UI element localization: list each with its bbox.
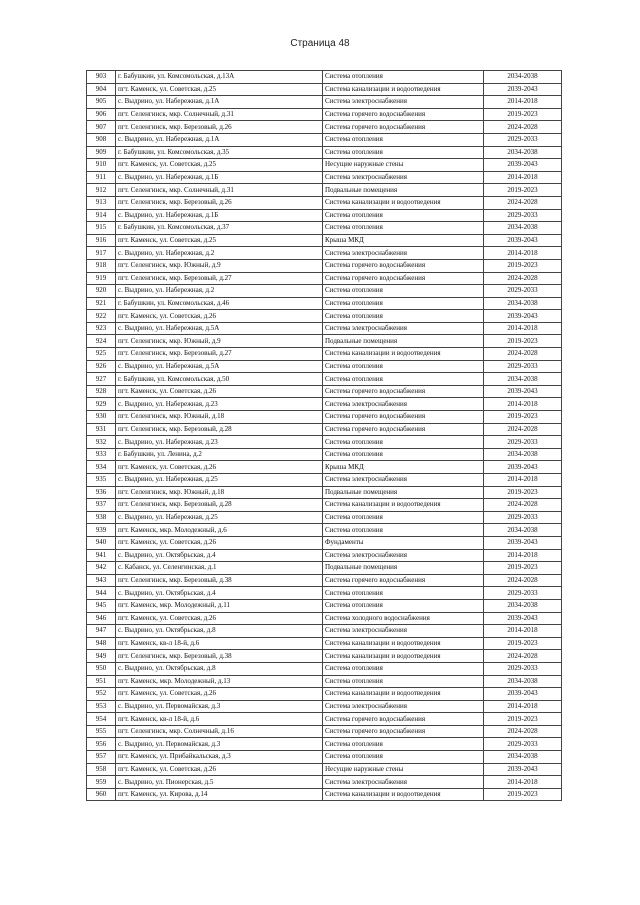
system-cell: Система горячего водоснабжения (323, 574, 484, 587)
row-number-cell: 959 (87, 776, 116, 789)
row-number-cell: 923 (87, 322, 116, 335)
period-cell: 2034-2038 (484, 599, 562, 612)
period-cell: 2029-2033 (484, 360, 562, 373)
address-cell: с. Выдрино, ул. Набережная, д.5А (116, 360, 323, 373)
address-cell: г. Бабушкин, ул. Комсомольская, д.50 (116, 373, 323, 386)
system-cell: Система канализации и водоотведения (323, 650, 484, 663)
table-row (87, 108, 562, 121)
system-cell: Система горячего водоснабжения (323, 713, 484, 726)
row-number-cell: 939 (87, 524, 116, 537)
system-cell: Система канализации и водоотведения (323, 499, 484, 512)
table-row (87, 562, 562, 575)
system-cell: Система электроснабжения (323, 171, 484, 184)
address-cell: г. Бабушкин, ул. Комсомольская, д.37 (116, 222, 323, 235)
table-row (87, 398, 562, 411)
system-cell: Крыша МКД (323, 461, 484, 474)
row-number-cell: 905 (87, 96, 116, 109)
system-cell: Система горячего водоснабжения (323, 121, 484, 134)
table-row (87, 675, 562, 688)
table-row (87, 209, 562, 222)
period-cell: 2019-2023 (484, 259, 562, 272)
system-cell: Система электроснабжения (323, 625, 484, 638)
address-cell: пгт. Селенгинск, мкр. Южный, д.18 (116, 411, 323, 424)
table-row (87, 121, 562, 134)
row-number-cell: 926 (87, 360, 116, 373)
table-row (87, 486, 562, 499)
address-cell: пгт. Каменск, ул. Советская, д.26 (116, 385, 323, 398)
table-row (87, 373, 562, 386)
registry-table-body (87, 71, 562, 801)
period-cell: 2034-2038 (484, 448, 562, 461)
period-cell: 2024-2028 (484, 196, 562, 209)
row-number-cell: 931 (87, 423, 116, 436)
table-row (87, 423, 562, 436)
table-row (87, 776, 562, 789)
row-number-cell: 903 (87, 71, 116, 84)
period-cell: 2024-2028 (484, 121, 562, 134)
period-cell: 2024-2028 (484, 348, 562, 361)
system-cell: Система отопления (323, 71, 484, 84)
system-cell: Система отопления (323, 599, 484, 612)
table-row (87, 411, 562, 424)
registry-table (86, 70, 562, 801)
address-cell: г. Бабушкин, ул. Ленина, д.2 (116, 448, 323, 461)
system-cell: Несущие наружные стены (323, 763, 484, 776)
period-cell: 2034-2038 (484, 146, 562, 159)
address-cell: пгт. Каменск, кв-л 18-й, д.6 (116, 637, 323, 650)
system-cell: Система горячего водоснабжения (323, 108, 484, 121)
address-cell: пгт. Каменск, мкр. Молодежный, д.13 (116, 675, 323, 688)
period-cell: 2034-2038 (484, 71, 562, 84)
system-cell: Система канализации и водоотведения (323, 637, 484, 650)
table-row (87, 96, 562, 109)
table-row (87, 700, 562, 713)
row-number-cell: 956 (87, 738, 116, 751)
system-cell: Подвальные помещения (323, 335, 484, 348)
period-cell: 2029-2033 (484, 436, 562, 449)
address-cell: с. Выдрино, ул. Набережная, д.25 (116, 511, 323, 524)
period-cell: 2014-2018 (484, 398, 562, 411)
table-row (87, 524, 562, 537)
address-cell: с. Выдрино, ул. Набережная, д.23 (116, 436, 323, 449)
address-cell: пгт. Селенгинск, мкр. Южный, д.9 (116, 335, 323, 348)
address-cell: с. Выдрино, ул. Первомайская, д.3 (116, 700, 323, 713)
address-cell: с. Выдрино, ул. Набережная, д.1Б (116, 171, 323, 184)
address-cell: с. Выдрино, ул. Пионерская, д.5 (116, 776, 323, 789)
period-cell: 2039-2043 (484, 159, 562, 172)
system-cell: Система отопления (323, 133, 484, 146)
period-cell: 2014-2018 (484, 776, 562, 789)
table-row (87, 259, 562, 272)
row-number-cell: 935 (87, 474, 116, 487)
row-number-cell: 914 (87, 209, 116, 222)
row-number-cell: 948 (87, 637, 116, 650)
row-number-cell: 954 (87, 713, 116, 726)
table-row (87, 688, 562, 701)
address-cell: пгт. Каменск, ул. Советская, д.26 (116, 688, 323, 701)
system-cell: Система электроснабжения (323, 96, 484, 109)
row-number-cell: 915 (87, 222, 116, 235)
row-number-cell: 946 (87, 612, 116, 625)
period-cell: 2034-2038 (484, 373, 562, 386)
system-cell: Система канализации и водоотведения (323, 348, 484, 361)
address-cell: пгт. Селенгинск, мкр. Березовый, д.28 (116, 423, 323, 436)
period-cell: 2034-2038 (484, 524, 562, 537)
table-row (87, 536, 562, 549)
address-cell: пгт. Селенгинск, мкр. Солнечный, д.31 (116, 108, 323, 121)
row-number-cell: 955 (87, 725, 116, 738)
period-cell: 2014-2018 (484, 549, 562, 562)
address-cell: пгт. Селенгинск, мкр. Березовый, д.27 (116, 272, 323, 285)
period-cell: 2024-2028 (484, 650, 562, 663)
row-number-cell: 927 (87, 373, 116, 386)
system-cell: Система горячего водоснабжения (323, 423, 484, 436)
table-row (87, 751, 562, 764)
period-cell: 2019-2023 (484, 562, 562, 575)
row-number-cell: 940 (87, 536, 116, 549)
period-cell: 2019-2023 (484, 108, 562, 121)
address-cell: пгт. Каменск, ул. Советская, д.26 (116, 612, 323, 625)
system-cell: Система горячего водоснабжения (323, 259, 484, 272)
period-cell: 2014-2018 (484, 247, 562, 260)
row-number-cell: 918 (87, 259, 116, 272)
address-cell: пгт. Каменск, кв-л 18-й, д.6 (116, 713, 323, 726)
system-cell: Система отопления (323, 738, 484, 751)
table-row (87, 196, 562, 209)
address-cell: пгт. Каменск, мкр. Молодежный, д.6 (116, 524, 323, 537)
address-cell: с. Выдрино, ул. Набережная, д.2 (116, 285, 323, 298)
period-cell: 2029-2033 (484, 209, 562, 222)
address-cell: с. Выдрино, ул. Октябрьская, д.4 (116, 587, 323, 600)
table-row (87, 222, 562, 235)
address-cell: с. Выдрино, ул. Первомайская, д.3 (116, 738, 323, 751)
row-number-cell: 943 (87, 574, 116, 587)
period-cell: 2039-2043 (484, 83, 562, 96)
row-number-cell: 917 (87, 247, 116, 260)
table-row (87, 474, 562, 487)
address-cell: пгт. Каменск, ул. Советская, д.25 (116, 159, 323, 172)
table-row (87, 662, 562, 675)
address-cell: г. Бабушкин, ул. Комсомольская, д.13А (116, 71, 323, 84)
period-cell: 2024-2028 (484, 725, 562, 738)
table-row (87, 133, 562, 146)
period-cell: 2034-2038 (484, 222, 562, 235)
table-row (87, 436, 562, 449)
system-cell: Система электроснабжения (323, 398, 484, 411)
period-cell: 2024-2028 (484, 423, 562, 436)
period-cell: 2029-2033 (484, 285, 562, 298)
address-cell: с. Кабанск, ул. Селенгинская, д.1 (116, 562, 323, 575)
table-row (87, 297, 562, 310)
system-cell: Система канализации и водоотведения (323, 788, 484, 801)
period-cell: 2019-2023 (484, 788, 562, 801)
row-number-cell: 953 (87, 700, 116, 713)
row-number-cell: 945 (87, 599, 116, 612)
table-row (87, 348, 562, 361)
system-cell: Система отопления (323, 675, 484, 688)
table-row (87, 360, 562, 373)
system-cell: Система отопления (323, 587, 484, 600)
period-cell: 2029-2033 (484, 133, 562, 146)
address-cell: пгт. Каменск, ул. Советская, д.26 (116, 461, 323, 474)
row-number-cell: 932 (87, 436, 116, 449)
table-row (87, 587, 562, 600)
row-number-cell: 913 (87, 196, 116, 209)
system-cell: Система холодного водоснабжения (323, 612, 484, 625)
address-cell: с. Выдрино, ул. Набережная, д.2 (116, 247, 323, 260)
address-cell: пгт. Селенгинск, мкр. Березовый, д.26 (116, 121, 323, 134)
address-cell: пгт. Каменск, ул. Советская, д.26 (116, 536, 323, 549)
address-cell: пгт. Каменск, ул. Прибайкальская, д.3 (116, 751, 323, 764)
row-number-cell: 938 (87, 511, 116, 524)
period-cell: 2029-2033 (484, 738, 562, 751)
period-cell: 2039-2043 (484, 763, 562, 776)
period-cell: 2039-2043 (484, 688, 562, 701)
system-cell: Система электроснабжения (323, 776, 484, 789)
table-row (87, 234, 562, 247)
period-cell: 2034-2038 (484, 751, 562, 764)
system-cell: Подвальные помещения (323, 184, 484, 197)
system-cell: Система горячего водоснабжения (323, 385, 484, 398)
row-number-cell: 906 (87, 108, 116, 121)
row-number-cell: 916 (87, 234, 116, 247)
address-cell: с. Выдрино, ул. Октябрьская, д.8 (116, 662, 323, 675)
system-cell: Система горячего водоснабжения (323, 411, 484, 424)
period-cell: 2019-2023 (484, 637, 562, 650)
system-cell: Система электроснабжения (323, 322, 484, 335)
system-cell: Система канализации и водоотведения (323, 196, 484, 209)
address-cell: пгт. Каменск, ул. Советская, д.26 (116, 310, 323, 323)
system-cell: Система отопления (323, 297, 484, 310)
table-row (87, 335, 562, 348)
system-cell: Система отопления (323, 222, 484, 235)
period-cell: 2019-2023 (484, 713, 562, 726)
system-cell: Система отопления (323, 285, 484, 298)
address-cell: пгт. Селенгинск, мкр. Березовый, д.26 (116, 196, 323, 209)
period-cell: 2034-2038 (484, 297, 562, 310)
system-cell: Система электроснабжения (323, 549, 484, 562)
table-row (87, 625, 562, 638)
period-cell: 2014-2018 (484, 171, 562, 184)
period-cell: 2014-2018 (484, 625, 562, 638)
row-number-cell: 928 (87, 385, 116, 398)
row-number-cell: 912 (87, 184, 116, 197)
row-number-cell: 937 (87, 499, 116, 512)
address-cell: с. Выдрино, ул. Набережная, д.1А (116, 96, 323, 109)
address-cell: пгт. Каменск, ул. Советская, д.25 (116, 234, 323, 247)
period-cell: 2014-2018 (484, 474, 562, 487)
row-number-cell: 925 (87, 348, 116, 361)
system-cell: Подвальные помещения (323, 562, 484, 575)
row-number-cell: 904 (87, 83, 116, 96)
row-number-cell: 951 (87, 675, 116, 688)
row-number-cell: 910 (87, 159, 116, 172)
system-cell: Система канализации и водоотведения (323, 688, 484, 701)
row-number-cell: 949 (87, 650, 116, 663)
table-row (87, 184, 562, 197)
row-number-cell: 919 (87, 272, 116, 285)
address-cell: пгт. Селенгинск, мкр. Березовый, д.28 (116, 499, 323, 512)
address-cell: с. Выдрино, ул. Набережная, д.1А (116, 133, 323, 146)
row-number-cell: 933 (87, 448, 116, 461)
system-cell: Крыша МКД (323, 234, 484, 247)
table-row (87, 322, 562, 335)
system-cell: Система электроснабжения (323, 474, 484, 487)
address-cell: с. Выдрино, ул. Набережная, д.23 (116, 398, 323, 411)
system-cell: Система отопления (323, 373, 484, 386)
address-cell: с. Выдрино, ул. Набережная, д.1Б (116, 209, 323, 222)
period-cell: 2039-2043 (484, 536, 562, 549)
address-cell: г. Бабушкин, ул. Комсомольская, д.35 (116, 146, 323, 159)
system-cell: Система отопления (323, 310, 484, 323)
table-row (87, 171, 562, 184)
system-cell: Система отопления (323, 751, 484, 764)
system-cell: Система отопления (323, 146, 484, 159)
period-cell: 2039-2043 (484, 234, 562, 247)
table-row (87, 310, 562, 323)
address-cell: пгт. Селенгинск, мкр. Южный, д.18 (116, 486, 323, 499)
table-row (87, 599, 562, 612)
table-row (87, 247, 562, 260)
system-cell: Система горячего водоснабжения (323, 725, 484, 738)
table-row (87, 146, 562, 159)
period-cell: 2024-2028 (484, 499, 562, 512)
table-row (87, 159, 562, 172)
table-row (87, 511, 562, 524)
period-cell: 2039-2043 (484, 612, 562, 625)
period-cell: 2039-2043 (484, 310, 562, 323)
row-number-cell: 908 (87, 133, 116, 146)
table-row (87, 788, 562, 801)
table-row (87, 448, 562, 461)
table-row (87, 385, 562, 398)
page-header: Страница 48 (290, 38, 350, 49)
row-number-cell: 941 (87, 549, 116, 562)
system-cell: Фундаменты (323, 536, 484, 549)
system-cell: Система электроснабжения (323, 700, 484, 713)
row-number-cell: 929 (87, 398, 116, 411)
system-cell: Подвальные помещения (323, 486, 484, 499)
table-row (87, 499, 562, 512)
period-cell: 2039-2043 (484, 461, 562, 474)
table-row (87, 285, 562, 298)
period-cell: 2019-2023 (484, 184, 562, 197)
row-number-cell: 944 (87, 587, 116, 600)
row-number-cell: 952 (87, 688, 116, 701)
address-cell: пгт. Каменск, ул. Кирова, д.14 (116, 788, 323, 801)
system-cell: Система электроснабжения (323, 247, 484, 260)
address-cell: с. Выдрино, ул. Набережная, д.5А (116, 322, 323, 335)
system-cell: Система отопления (323, 448, 484, 461)
row-number-cell: 942 (87, 562, 116, 575)
row-number-cell: 936 (87, 486, 116, 499)
table-row (87, 650, 562, 663)
row-number-cell: 922 (87, 310, 116, 323)
row-number-cell: 907 (87, 121, 116, 134)
row-number-cell: 920 (87, 285, 116, 298)
row-number-cell: 950 (87, 662, 116, 675)
address-cell: пгт. Каменск, ул. Советская, д.25 (116, 83, 323, 96)
address-cell: пгт. Селенгинск, мкр. Солнечный, д.16 (116, 725, 323, 738)
system-cell: Система отопления (323, 209, 484, 222)
table-row (87, 549, 562, 562)
address-cell: пгт. Селенгинск, мкр. Южный, д.9 (116, 259, 323, 272)
period-cell: 2024-2028 (484, 272, 562, 285)
system-cell: Система отопления (323, 662, 484, 675)
row-number-cell: 960 (87, 788, 116, 801)
address-cell: с. Выдрино, ул. Октябрьская, д.8 (116, 625, 323, 638)
table-row (87, 725, 562, 738)
address-cell: г. Бабушкин, ул. Комсомольская, д.46 (116, 297, 323, 310)
address-cell: пгт. Селенгинск, мкр. Березовый, д.38 (116, 650, 323, 663)
table-row (87, 763, 562, 776)
row-number-cell: 957 (87, 751, 116, 764)
period-cell: 2034-2038 (484, 675, 562, 688)
period-cell: 2039-2043 (484, 385, 562, 398)
row-number-cell: 947 (87, 625, 116, 638)
address-cell: пгт. Селенгинск, мкр. Березовый, д.27 (116, 348, 323, 361)
address-cell: пгт. Селенгинск, мкр. Березовый, д.38 (116, 574, 323, 587)
period-cell: 2029-2033 (484, 662, 562, 675)
address-cell: с. Выдрино, ул. Октябрьская, д.4 (116, 549, 323, 562)
address-cell: пгт. Селенгинск, мкр. Солнечный, д.31 (116, 184, 323, 197)
row-number-cell: 924 (87, 335, 116, 348)
system-cell: Система отопления (323, 360, 484, 373)
period-cell: 2014-2018 (484, 96, 562, 109)
period-cell: 2019-2023 (484, 411, 562, 424)
row-number-cell: 921 (87, 297, 116, 310)
table-row (87, 461, 562, 474)
system-cell: Система отопления (323, 511, 484, 524)
row-number-cell: 911 (87, 171, 116, 184)
period-cell: 2029-2033 (484, 511, 562, 524)
period-cell: 2019-2023 (484, 486, 562, 499)
period-cell: 2014-2018 (484, 700, 562, 713)
table-row (87, 637, 562, 650)
table-row (87, 612, 562, 625)
system-cell: Система отопления (323, 436, 484, 449)
table-row (87, 713, 562, 726)
table-row (87, 71, 562, 84)
system-cell: Система отопления (323, 524, 484, 537)
period-cell: 2029-2033 (484, 587, 562, 600)
address-cell: с. Выдрино, ул. Набережная, д.25 (116, 474, 323, 487)
row-number-cell: 909 (87, 146, 116, 159)
row-number-cell: 958 (87, 763, 116, 776)
period-cell: 2024-2028 (484, 574, 562, 587)
period-cell: 2014-2018 (484, 322, 562, 335)
table-row (87, 574, 562, 587)
address-cell: пгт. Каменск, ул. Советская, д.26 (116, 763, 323, 776)
system-cell: Система горячего водоснабжения (323, 272, 484, 285)
table-row (87, 83, 562, 96)
system-cell: Несущие наружные стены (323, 159, 484, 172)
row-number-cell: 930 (87, 411, 116, 424)
system-cell: Система канализации и водоотведения (323, 83, 484, 96)
period-cell: 2019-2023 (484, 335, 562, 348)
row-number-cell: 934 (87, 461, 116, 474)
address-cell: пгт. Каменск, мкр. Молодежный, д.11 (116, 599, 323, 612)
table-row (87, 738, 562, 751)
table-row (87, 272, 562, 285)
